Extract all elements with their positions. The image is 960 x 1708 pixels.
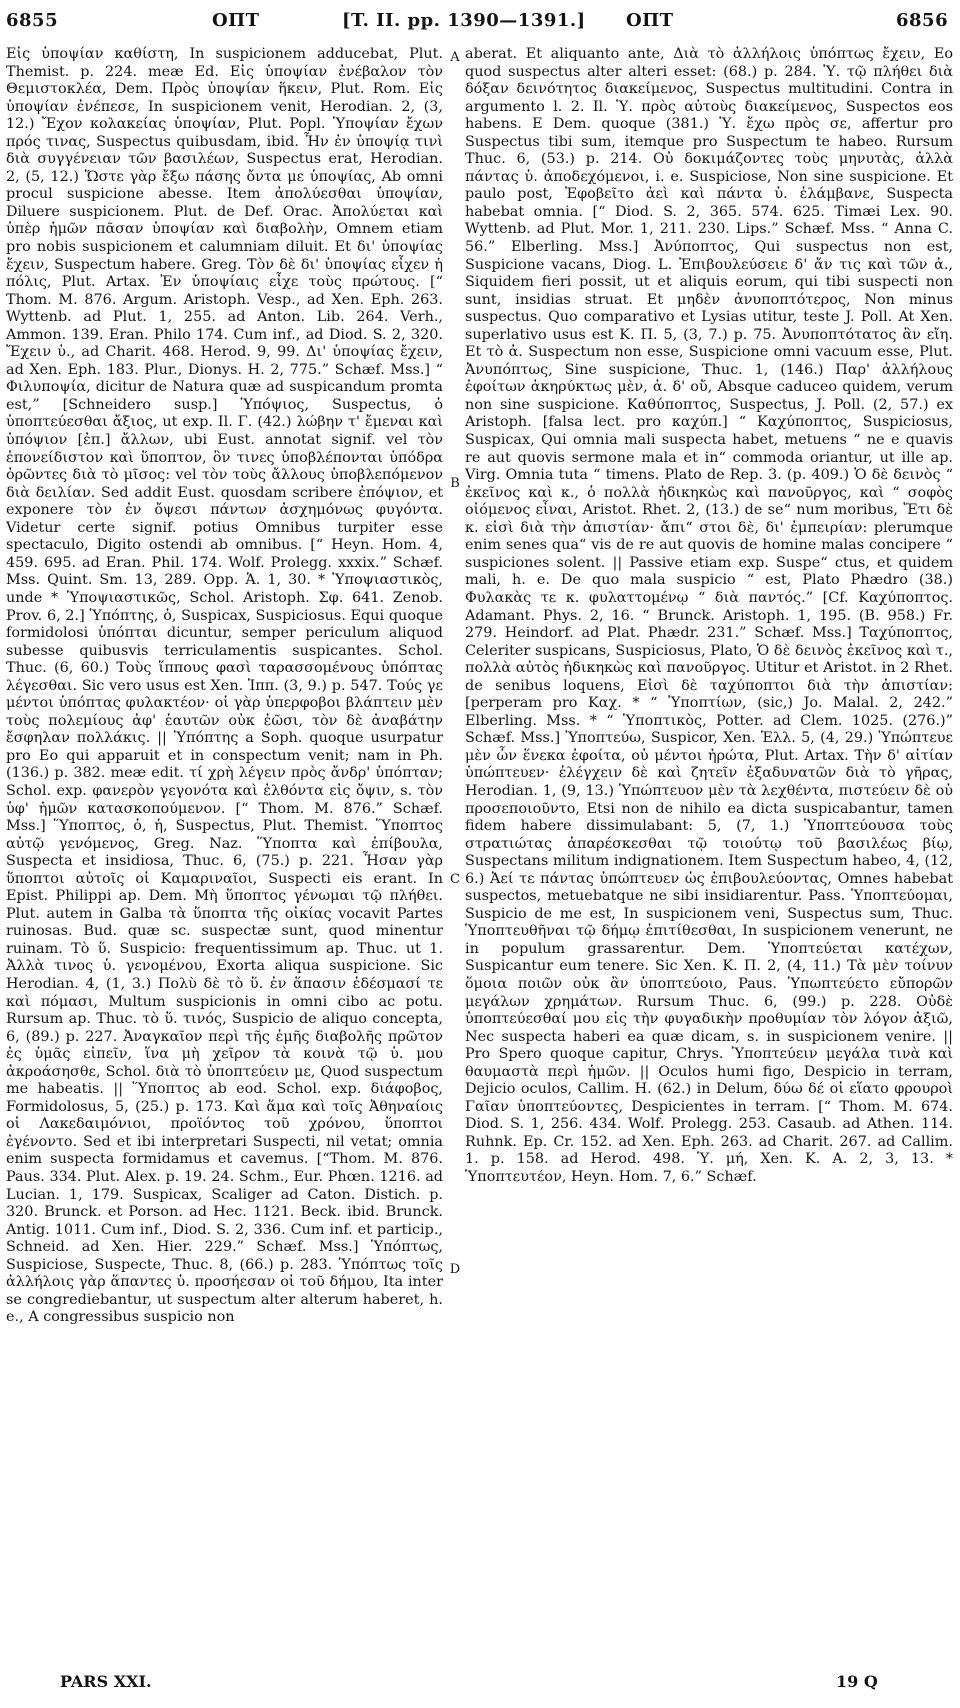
- section-marker-b: B: [450, 476, 460, 491]
- volume-page-reference: [T. II. pp. 1390—1391.]: [342, 10, 586, 31]
- footer-part-label: PARS XXI.: [60, 1672, 152, 1691]
- right-column-number: 6856: [896, 10, 949, 31]
- right-text-column: [465, 46, 953, 1641]
- left-running-head: ΟΠΤ: [212, 10, 260, 31]
- footer-signature-mark: 19 Q: [836, 1672, 878, 1691]
- left-text-column: [6, 46, 443, 1641]
- section-marker-c: C: [450, 872, 460, 887]
- left-column-text: Εἰς ὑποψίαν καθίστη, In suspicionem adducebat, Plut. Themist. p. 224. meæ Ed. Εἰς ὑποψίαν ἐνέβαλον τὸν Θεμιστοκλέα, Dem. Πρὸς ὑποψίαν ἥκειν, Plut. Rom. Εἰς ὑποψίαν ἐνέπεσε, In suspicionem venit, Herodian. 2, (3, 12.) Ἔχον κολακείας ὑποψίαν, Plut. Popl. Ὑποψίαν ἔχων πρός τινας, Suspectus quibusdam, ibid. Ἦν ἐν ὑποψίᾳ τινὶ διὰ συγγένειαν τῶν βασιλέων, Suspectus erat, Herodian. 2, (5, 12.) Ὥστε γὰρ ἔξω πάσης ὄντα με ὑποψίας, Ab omni procul suspicione abesse. Item ἀπολύεσθαι ὑποψίαν, Diluere suspicionem. Plut. de Def. Orac. Ἀπολύεται καὶ ὑπὲρ ἡμῶν πᾶσαν ὑποψίαν καὶ διαβολὴν, Omnem etiam pro nobis suspicionem et calumniam diluit. Et δι' ὑποψίας ἔχειν, Suspectum habere. Greg. Τὸν δὲ δι' ὑποψίας εἶχεν ἡ πόλις, Plut. Artax. Ἐν ὑποψίαις εἶχε τοὺς πρώτους. [“ Thom. M. 876. Argum. Aristoph. Vesp., ad Xen. Eph. 263. Wyttenb. ad Plut. 1, 255. ad Anton. Lib. 264. Verh., Ammon. 139. Eran. Philo 174. Cum inf., ad Diod. S. 2, 320. Ἔχειν ὑ., ad Charit. 468. Herod. 9, 99. Δι' ὑποψίας ἔχειν, ad Xen. Eph. 183. Plur., Dionys. H. 2, 775.” Schæf. Mss.] “ Φιλυποψία, dicitur de Natura quæ ad suspicandum promta est,” [Schneidero susp.] Ὑπόψιος, Suspectus, ὁ ὑποπτεύεσθαι ἄξιος, ut exp. Il. Γ. (42.) λώβην τ' ἔμεναι καὶ ὑπόψιον [ἐπ.] ἄλλων, ubi Eust. annotat signif. vel τὸν ἐπονείδιστον καὶ ὕποπτον, ὃν τινες ὑποβλέπονται ὑπόδρα ὁρῶντες διὰ τὸ μῖσος: vel τὸν τοὺς ἄλλους ὑποβλεπόμενον διὰ δειλίαν. Sed addit Eust. quosdam scribere ἐπόψιον, et exponere τὸν ἐν ὄψεσι πάντων ἀσχημόνως φυγόντα. Videtur certe signif. potius Omnibus turpiter esse spectaculo, Digito ostendi ab omnibus. [“ Heyn. Hom. 4, 459. 695. ad Eran. Phil. 174. Wolf. Prolegg. xxxix.” Schæf. Mss. Quint. Sm. 13, 289. Opp. Ἁ. 1, 30. * Ὑποψιαστικὸς, unde * Ὑποψιαστικῶς, Schol. Aristoph. Σφ. 641. Zenob. Prov. 6, 2.] Ὑπόπτης, ὁ, Suspicax, Suspiciosus. Equi quoque formidolosi ὑπόπται dicuntur, semper periculum aliquod subesse quibusvis terriculamentis suspicantes. Schol. Thuc. (6, 60.) Τοὺς ἵππους φασὶ ταρασσομένους ὑπόπτας λέγεσθαι. Sic vero usus est Xen. Ἱππ. (3, 9.) p. 547. Τούς γε μέντοι ὑπόπτας φυλακτέον· οἱ γὰρ ὑπερφοβοι βλάπτειν μὲν τοὺς πολεμίους ἀφ' ἑαυτῶν οὐκ ἐῶσι, τὸν δὲ ἀναβάτην ἔσφηλαν πολλάκις. || Ὑπόπτης a Soph. quoque usurpatur pro Eo qui apparuit et in conspectum venit; nam in Ph. (136.) p. 382. meæ edit. τί χρὴ λέγειν πρὸς ἄνδρ' ὑπόπταν; Schol. exp. φανερὸν γεγονότα καὶ ἐλθόντα εἰς ὄψιν, s. τὸν ὑφ' ἡμῶν κατασκοπούμενον. [“ Thom. M. 876.” Schæf. Mss.] Ὕποπτος, ὁ, ἡ, Suspectus, Plut. Themist. Ὕποπτος αὐτῷ γενόμενος, Greg. Naz. Ὕποπτα καὶ ἐπίβουλα, Suspecta et insidiosa, Thuc. 6, (75.) p. 221. Ἦσαν γὰρ ὕποπτοι αὐτοῖς οἱ Καμαριναῖοι, Suspecti eis erant. In Epist. Philippi ap. Dem. Μὴ ὕποπτος γένωμαι τῷ πλήθει. Plut. autem in Galba τὰ ὕποπτα τῆς οἰκίας vocavit Partes ruinosas. Bud. quæ sc. suspectæ sunt, quod minentur ruinam. Τὸ ὕ. Suspicio: frequentissimum ap. Thuc. ut 1. Ἀλλὰ τινος ὑ. γενομένου, Exorta aliqua suspicione. Sic Herodian. 4, (1, 3.) Πολὺ δὲ τὸ ὕ. ἐν ἅπασιν ἐδέσμασί τε καὶ πόμασι, Multum suspicionis in omni cibo ac potu. Rursum ap. Thuc. τὸ ὕ. τινός, Suspicio de aliquo concepta, 6, (89.) p. 227. Ἀναγκαῖον περὶ τῆς ἐμῆς διαβολῆς πρῶτον ἐς ὑμᾶς εἰπεῖν, ἵνα μὴ χεῖρον τὰ κοινὰ τῷ ὑ. μου ἀκροάσησθε, Schol. διὰ τὸ ὑποπτεύειν με, Quod suspectum me habeatis. || Ὕποπτος ab eod. Schol. exp. διάφοβος, Formidolosus, 5, (25.) p. 173. Καὶ ἅμα καὶ τοῖς Ἀθηναίοις οἱ Λακεδαιμόνιοι, προϊόντος τοῦ χρόνου, ὕποπτοι ἐγένοντο. Sed et ibi interpretari Suspecti, nil vetat; omnia enim suspecta formidamus et cavemus. [“Thom. M. 876. Paus. 334. Plut. Alex. p. 19. 24. Schm., Eur. Phœn. 1216. ad Lucian. 1, 179. Suspicax, Scaliger ad Caton. Distich. p. 320. Brunck. et Porson. ad Hec. 1121. Beck. ibid. Brunck. Antig. 1011. Cum inf., Diod. S. 2, 336. Cum inf. et particip., Schneid. ad Xen. Hier. 229.” Schæf. Mss.] Ὑπόπτως, Suspiciose, Suspecte, Thuc. 8, (66.) p. 283. Ὑπόπτως τοῖς ἀλλήλοις γὰρ ἅπαντες ὑ. προσήεσαν οἱ τοῦ δήμου, Ita inter se congrediebantur, ut suspectum alter alterum haberet, h. e., A congressibus suspicio non: [6, 46, 443, 1326]
- section-marker-d: D: [449, 1262, 461, 1277]
- page-header: [0, 6, 960, 40]
- right-running-head: ΟΠΤ: [626, 10, 674, 31]
- section-marker-a: A: [450, 50, 460, 65]
- right-column-text: aberat. Et aliquanto ante, Διὰ τὸ ἀλλήλοις ὑπόπτως ἔχειν, Eo quod suspectus alter alteri esset: (68.) p. 284. Ὑ. τῷ πλήθει διὰ δόξαν δεινότητος διακείμενος, Suspectus multitudini. Contra in argumento l. 2. Il. Ὑ. πρὸς αὐτοὺς διακείμενος, Suspectos eos habens. E Dem. quoque (381.) Ὑ. ἔχω πρὸς σε, affertur pro Suspectus tibi sum, itemque pro Suspectum te habeo. Rursum Thuc. 6, (53.) p. 214. Οὐ δοκιμάζοντες τοὺς μηνυτὰς, ἀλλὰ πάντας ὑ. ἀποδεχόμενοι, i. e. Suspiciose, Non sine suspicione. Et paulo post, Ἐφοβεῖτο ἀεὶ καὶ πάντα ὑ. ἐλάμβανε, Suspecta habebat omnia. [“ Diod. S. 2, 365. 574. 625. Timæi Lex. 90. Wyttenb. ad Plut. Mor. 1, 211. 230. Lips.” Schæf. Mss. “ Anna C. 56.” Elberling. Mss.] Ἀνύποπτος, Qui suspectus non est, Suspicione vacans, Diog. L. Ἐπιβουλεύσειε δ' ἄν τις καὶ τῶν ἀ., Siquidem fieri possit, ut et aliquis eorum, qui tibi suspecti non sunt, insidias struat. Et μηδὲν ἀνυποπτότερος, Non minus suspectus. Quo comparativo et Lysias utitur, teste J. Poll. At Xen. superlativo usus est Κ. Π. 5, (3, 7.) p. 75. Ἀνυποπτότατος ἂν εἴη. Et τὸ ἀ. Suspectum non esse, Suspicione omni vacuum esse, Plut. Ἀνυπόπτως, Sine suspicione, Thuc. 1, (146.) Παρ' ἀλλήλους ἐφοίτων ἀκηρύκτως μὲν, ἀ. δ' οὔ, Absque caduceo quidem, verum non sine suspicione. Καθύποπτος, Suspectus, J. Poll. (2, 57.) ex Aristoph. [falsa lect. pro καχύπ.] “ Καχύποπτος, Suspiciosus, Suspicax, Qui omnia mali suspecta habet, metuens “ ne e quavis re aut quovis sermone mala et in“ commoda oriantur, ut ille ap. Virg. Omnia tuta “ timens. Plato de Rep. 3. (p. 409.) Ὁ δὲ δεινὸς “ ἐκεῖνος καὶ κ., ὁ πολλὰ ἠδικηκὼς καὶ πανοῦργος, καὶ “ σοφὸς οἰόμενος εἶναι, Aristot. Rhet. 2, (13.) de se“ num moribus, Ἔτι δὲ κ. εἰσὶ διὰ τὴν ἀπιστίαν· ἄπι“ στοι δὲ, δι' ἐμπειρίαν: plerumque enim senes qua“ vis de re aut quovis de homine malas concipere “ suspiciones solent. || Passive etiam exp. Suspe“ ctus, et quidem mali, h. e. De quo mala suspicio “ est, Plato Phædro (38.) Φυλακὰς τε κ. φυλαττομένῳ “ διὰ παντός.” [Cf. Καχύποπτος. Adamant. Phys. 2, 16. “ Brunck. Aristoph. 1, 195. (B. 958.) Fr. 279. Heindorf. ad Plat. Phædr. 231.” Schæf. Mss.] Ταχύποπτος, Celeriter suspicans, Suspiciosus, Plato, Ὁ δὲ δεινὸς ἐκεῖνος καὶ τ., πολλὰ αὐτὸς ἠδικηκὼς καὶ πανοῦργος. Utitur et Aristot. in 2 Rhet. de senibus loquens, Εἰσὶ δὲ ταχύποπτοι διὰ τὴν ἀπιστίαν: [perperam pro Καχ. * “ Ὑποπτίων, (sic,) Jo. Malal. 2, 242.” Elberling. Mss. * “ Ὑποπτικὸς, Potter. ad Clem. 1025. (276.)” Schæf. Mss.] Ὑποπτεύω, Suspicor, Xen. Ἑλλ. 5, (4, 29.) Ὑπώπτευε μὲν ὧν ἕνεκα ἐφοίτα, οὐ μέντοι ἠρώτα, Plut. Artax. Τὴν δ' αἰτίαν ὑπώπτευεν· ἐλέγχειν δὲ καὶ ζητεῖν ἐξαδυνατῶν διὰ τὸ γῆρας, Herodian. 1, (9, 13.) Ὑπώπτευον μὲν τὰ λεχθέντα, πιστεύειν δὲ οὐ προσεποιοῦντο, Etsi non de nihilo ea dicta suspicabantur, tamen fidem habere dissimulabant: 5, (7, 1.) Ὑποπτεύουσα τοὺς στρατιώτας ἀπαρέσκεσθαι τῷ τοιούτῳ τοῦ βασιλέως βίῳ, Suspectans militum indignationem. Item Suspectum habeo, 4, (12, 6.) Ἀεί τε πάντας ὑπώπτευεν ὡς ἐπιβουλεύοντας, Omnes habebat suspectos, metuebatque ne sibi insidiarentur. Pass. Ὑποπτεύομαι, Suspicio de me est, In suspicionem veni, Suspectus sum, Thuc. Ὑποπτευθῆναι τῷ δήμῳ ἐπιτίθεσθαι, In suspicionem venerunt, ne in populum grassarentur. Dem. Ὑποπτεύεται κατέχων, Suspicantur eum tenere. Sic Xen. Κ. Π. 2, (4, 11.) Τὰ μὲν τοίνυν ὅμοια ποιῶν οὐκ ἂν ὑποπτεύοιο, Paus. Ὑπωπτεύετο εὔπορῶν μεγάλων χρημάτων. Rursum Thuc. 6, (99.) p. 228. Οὐδὲ ὑποπτεύεσθαί μου εἰς τὴν φυγαδικὴν προθυμίαν τὸν λόγον ἀξιῶ, Nec suspecta haberi ea quæ dicam, s. in suspicionem venire. || Pro Spero quoque capitur, Chrys. Ὑποπτεύειν μεγάλα τινὰ καὶ θαυμαστὰ περὶ ἡμῶν. || Oculos humi figo, Despicio in terram, Dejicio oculos, Callim. H. (62.) in Delum, δύω δέ οἱ εἵατο φρουροὶ Γαῖαν ὑποπτεύοντες, Despicientes in terram. [“ Thom. M. 674. Diod. S. 1, 256. 434. Wolf. Prolegg. 253. Casaub. ad Athen. 114. Ruhnk. Ep. Cr. 152. ad Xen. Eph. 263. ad Charit. 267. ad Callim. 1. p. 158. ad Herod. 498. Ὑ. μή, Xen. Κ. Α. 2, 3, 13. * Ὑποπτευτέον, Heyn. Hom. 7, 6.” Schæf.: [465, 46, 953, 1185]
- left-column-number: 6855: [6, 10, 59, 31]
